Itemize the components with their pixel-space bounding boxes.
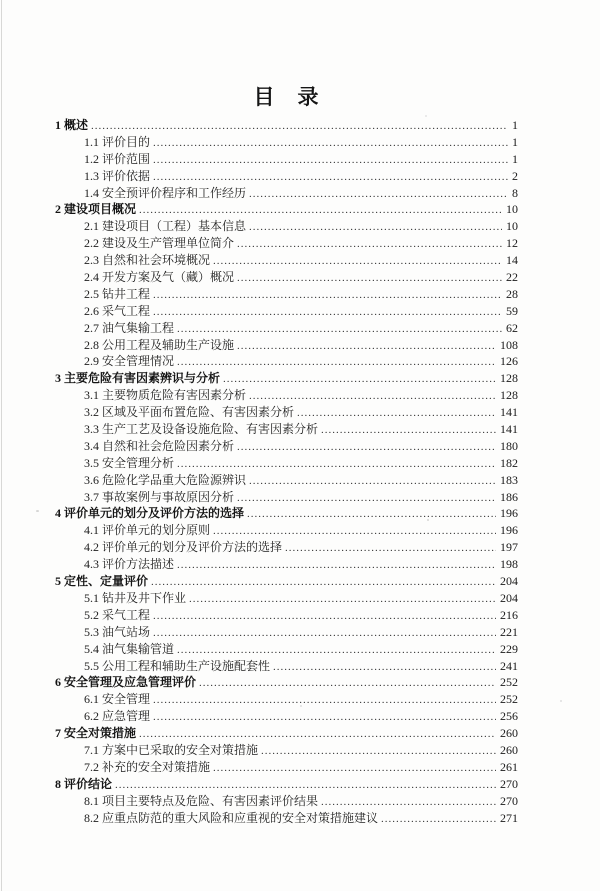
toc-entry-page: 62 — [506, 320, 518, 335]
dot-leader — [153, 168, 508, 186]
toc-entry — [55, 590, 518, 607]
toc-entry — [55, 573, 518, 590]
dot-leader — [213, 252, 502, 270]
toc-entry-label: 3.5 安全管理分析 — [84, 455, 175, 470]
toc-entry-label: 3.7 事故案例与事故原因分析 — [84, 489, 235, 504]
toc-entry — [55, 742, 518, 759]
toc-entry — [55, 404, 518, 421]
toc-entry-label: 6.2 应急管理 — [84, 709, 151, 724]
dot-leader — [153, 691, 496, 709]
toc-entry — [55, 370, 518, 387]
toc-entry-label: 4.3 评价方法描述 — [84, 557, 175, 572]
toc-entry-label: 1.2 评价范围 — [84, 151, 151, 166]
toc-entry-page: 10 — [506, 202, 518, 217]
dot-leader — [273, 658, 496, 676]
toc-entry-page: 108 — [500, 337, 518, 352]
toc-entry-page: 14 — [506, 253, 518, 268]
dot-leader — [115, 776, 496, 794]
toc-entry-page: 197 — [500, 540, 518, 555]
dot-leader — [249, 387, 496, 405]
toc-entry-label: 2.9 安全管理情况 — [84, 354, 175, 369]
toc-entry-label: 7 安全对策措施 — [55, 726, 137, 741]
toc-entry-label: 3.2 区域及平面布置危险、有害因素分析 — [84, 405, 295, 420]
toc-entry-label: 7.2 补充的安全对策措施 — [84, 759, 211, 774]
toc-entry-label: 8.1 项目主要特点及危险、有害因素评价结果 — [84, 793, 319, 808]
dot-leader — [151, 573, 496, 591]
dot-leader — [249, 185, 508, 203]
dot-leader — [285, 539, 496, 557]
toc-entry-label: 5.2 采气工程 — [84, 607, 151, 622]
toc-entry-label: 3.6 危险化学品重大危险源辨识 — [84, 472, 247, 487]
dot-leader — [321, 793, 496, 811]
toc-entry-page: 128 — [500, 371, 518, 386]
toc-entry-page: 261 — [500, 759, 518, 774]
toc-entry-page: 2 — [512, 168, 518, 183]
toc-entry-page: 10 — [506, 219, 518, 234]
toc-entry — [55, 320, 518, 337]
toc-entry — [55, 201, 518, 218]
toc-entry — [55, 489, 518, 506]
toc-entry — [55, 776, 518, 793]
toc-entry — [55, 658, 518, 675]
dot-leader — [237, 337, 496, 355]
toc-entry-page: 270 — [500, 793, 518, 808]
toc-entry-label: 3.4 自然和社会危险因素分析 — [84, 438, 235, 453]
toc-entry-page: 141 — [500, 422, 518, 437]
toc-entry-page: 128 — [500, 388, 518, 403]
toc-entry-page: 260 — [500, 726, 518, 741]
toc-entry — [55, 556, 518, 573]
toc-entry-label: 2.5 钻井工程 — [84, 286, 151, 301]
toc-entry — [55, 134, 518, 151]
toc-entry-label: 2.7 油气集输工程 — [84, 320, 175, 335]
toc-entry — [55, 691, 518, 708]
toc-entry-page: 204 — [500, 590, 518, 605]
toc-entry-label: 2.8 公用工程及辅助生产设施 — [84, 337, 235, 352]
toc-entry-page: 22 — [506, 270, 518, 285]
toc-entry-page: 12 — [506, 236, 518, 251]
dot-leader — [261, 742, 496, 760]
toc-entry — [55, 522, 518, 539]
toc-entry — [55, 505, 518, 522]
dot-leader — [91, 117, 508, 135]
dot-leader — [177, 320, 502, 338]
dot-leader — [381, 810, 496, 828]
toc-entry — [55, 810, 518, 827]
toc-entry-label: 5.5 公用工程和辅助生产设施配套性 — [84, 658, 271, 673]
toc-entry-label: 4.1 评价单元的划分原则 — [84, 523, 211, 538]
toc-entry-page: 256 — [500, 709, 518, 724]
toc-entry-page: 271 — [500, 810, 518, 825]
toc-entry — [55, 421, 518, 438]
toc-entry-page: 221 — [500, 624, 518, 639]
dot-leader — [237, 235, 502, 253]
toc-entry-label: 2.3 自然和社会环境概况 — [84, 253, 211, 268]
toc-entry-label: 2.1 建设项目（工程）基本信息 — [84, 219, 247, 234]
toc-entry-label: 3 主要危险有害因素辨识与分析 — [55, 371, 221, 386]
dot-leader — [153, 303, 502, 321]
scan-edge-line — [1, 0, 2, 891]
toc-entry-page: 196 — [500, 523, 518, 538]
toc-entry-page: 183 — [500, 472, 518, 487]
toc-entry-label: 8.2 应重点防范的重大风险和应重视的安全对策措施建议 — [84, 810, 379, 825]
dot-leader — [297, 404, 496, 422]
toc-entry — [55, 151, 518, 168]
toc-entry-page: 186 — [500, 489, 518, 504]
toc-entry — [55, 472, 518, 489]
dot-leader — [249, 472, 496, 490]
toc-entry-label: 5.4 油气集输管道 — [84, 641, 175, 656]
toc-entry — [55, 168, 518, 185]
toc-entry — [55, 353, 518, 370]
dot-leader — [153, 624, 496, 642]
toc-entry-page: 198 — [500, 557, 518, 572]
toc-entry-label: 2.2 建设及生产管理单位简介 — [84, 236, 235, 251]
toc-entry-label: 1 概述 — [55, 118, 89, 132]
toc-entry-page: 8 — [512, 185, 518, 200]
dot-leader — [189, 590, 496, 608]
toc-entry — [55, 286, 518, 303]
toc-entry-label: 2.4 开发方案及气（藏）概况 — [84, 270, 235, 285]
toc-entry-page: 182 — [500, 455, 518, 470]
dot-leader — [139, 725, 496, 743]
toc-entry-label: 1.4 安全预评价程序和工作经历 — [84, 185, 247, 200]
toc-entry-page: 28 — [506, 286, 518, 301]
scan-speck — [425, 115, 427, 117]
dot-leader — [153, 708, 496, 726]
toc-entry — [55, 708, 518, 725]
dot-leader — [237, 438, 496, 456]
toc-entry — [55, 269, 518, 286]
toc-entry-label: 6 安全管理及应急管理评价 — [55, 675, 197, 690]
toc-entry — [55, 607, 518, 624]
dot-leader — [153, 286, 502, 304]
page-title: 目 录 — [253, 85, 320, 109]
toc-entry-label: 3.1 主要物质危险有害因素分析 — [84, 388, 247, 403]
toc-entry — [55, 641, 518, 658]
toc-entry-page: 196 — [500, 506, 518, 521]
dot-leader — [247, 505, 496, 523]
scan-speck — [36, 510, 39, 512]
toc-entry-label: 4 评价单元的划分及评价方法的选择 — [55, 506, 245, 521]
toc-entry — [55, 387, 518, 404]
toc-entry — [55, 438, 518, 455]
toc-entry — [55, 303, 518, 320]
toc-entry — [55, 759, 518, 776]
dot-leader — [237, 269, 502, 287]
toc-entry — [55, 674, 518, 691]
toc-entry-page: 180 — [500, 438, 518, 453]
toc-entry-page: 252 — [500, 675, 518, 690]
toc-entry — [55, 455, 518, 472]
toc-entry-page: 229 — [500, 641, 518, 656]
scan-speck — [300, 705, 302, 707]
toc-entry-label: 7.1 方案中已采取的安全对策措施 — [84, 742, 259, 757]
dot-leader — [153, 607, 496, 625]
dot-leader — [153, 151, 508, 169]
dot-leader — [177, 353, 496, 371]
dot-leader — [213, 522, 496, 540]
toc-entry-page: 216 — [500, 607, 518, 622]
toc-entry-page: 1 — [512, 134, 518, 149]
scan-speck — [560, 700, 562, 702]
toc-entry-label: 1.1 评价目的 — [84, 134, 151, 149]
dot-leader — [177, 455, 496, 473]
toc-entry-label: 2 建设项目概况 — [55, 202, 137, 217]
toc-entry-page: 260 — [500, 742, 518, 757]
toc-entry-label: 8 评价结论 — [55, 776, 113, 791]
toc-entry — [55, 218, 518, 235]
toc-entry-label: 4.2 评价单元的划分及评价方法的选择 — [84, 540, 283, 555]
dot-leader — [213, 759, 496, 777]
toc-entry-page: 59 — [506, 303, 518, 318]
toc-entry — [55, 793, 518, 810]
toc-entry-label: 5.3 油气站场 — [84, 624, 151, 639]
toc-entry — [55, 624, 518, 641]
scan-speck — [427, 519, 429, 521]
toc-entry-page: 1 — [512, 151, 518, 166]
toc-entry-page: 241 — [500, 658, 518, 673]
toc-entry — [55, 252, 518, 269]
toc-entry — [55, 235, 518, 252]
dot-leader — [223, 370, 496, 388]
toc-entry-page: 1 — [512, 118, 518, 132]
dot-leader — [249, 218, 502, 236]
toc-entry-label: 1.3 评价依据 — [84, 168, 151, 183]
toc-entry — [55, 185, 518, 202]
toc-entry-label: 2.6 采气工程 — [84, 303, 151, 318]
dot-leader — [199, 674, 496, 692]
toc-entry — [55, 539, 518, 556]
toc-entry-page: 126 — [500, 354, 518, 369]
toc-entry-label: 6.1 安全管理 — [84, 692, 151, 707]
toc-entry — [55, 337, 518, 354]
toc-entry — [55, 117, 518, 134]
dot-leader — [321, 421, 496, 439]
dot-leader — [177, 556, 496, 574]
dot-leader — [237, 489, 496, 507]
toc-entry-page: 141 — [500, 405, 518, 420]
toc-list — [55, 117, 518, 826]
toc-entry-page: 252 — [500, 692, 518, 707]
toc-entry-page: 270 — [500, 776, 518, 791]
toc-entry-label: 3.3 生产工艺及设备设施危险、有害因素分析 — [84, 422, 319, 437]
toc-entry-page: 204 — [500, 574, 518, 589]
toc-entry — [55, 725, 518, 742]
toc-entry-label: 5 定性、定量评价 — [55, 574, 149, 589]
toc-entry-label: 5.1 钻井及井下作业 — [84, 590, 187, 605]
dot-leader — [153, 134, 508, 152]
dot-leader — [177, 641, 496, 659]
dot-leader — [139, 201, 502, 219]
